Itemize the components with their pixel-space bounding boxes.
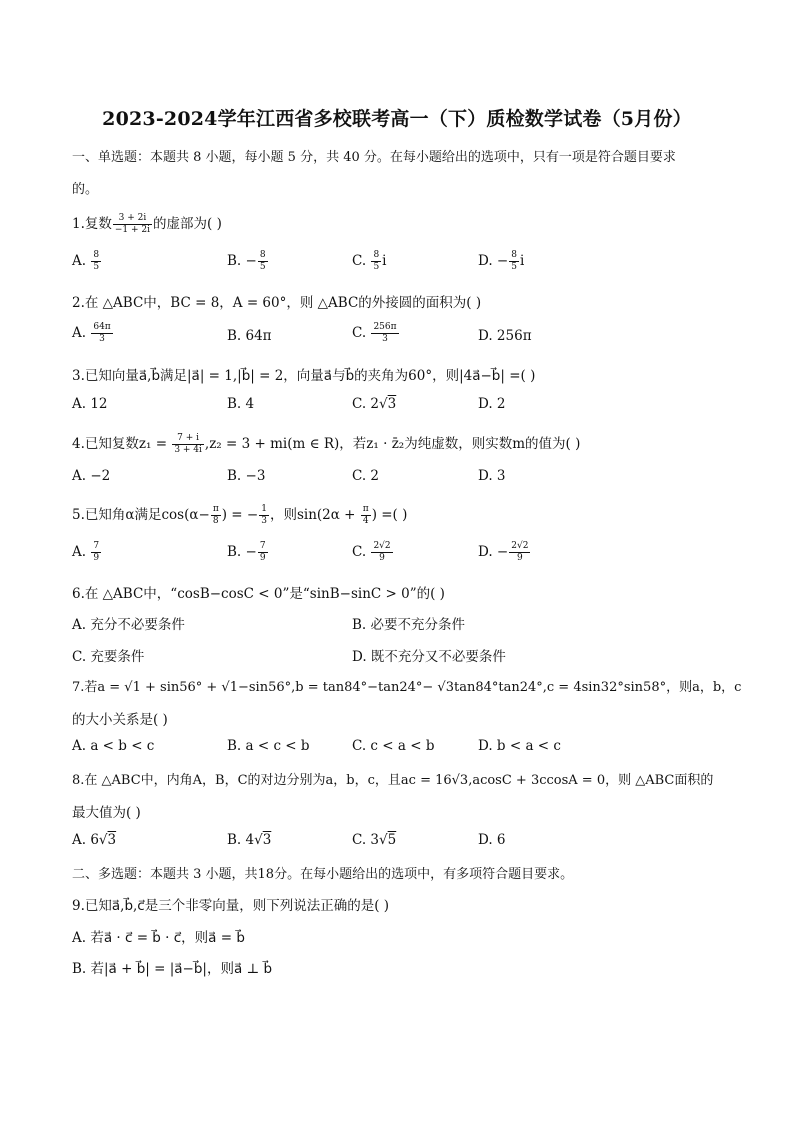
q5-f2-num: 1 [261, 504, 267, 514]
q2-c-frac [371, 322, 398, 345]
q5-b-frac [258, 541, 268, 564]
q5-frac-2 [259, 504, 269, 527]
q1-option-c [352, 250, 387, 273]
q1-c-den: 5 [373, 262, 380, 272]
q3-c-radicand: 3 [387, 396, 397, 412]
q5-f1-num: π [212, 504, 219, 514]
q3-c-pre: C. 2√ [352, 396, 388, 412]
q2-option-d: D. 256π [478, 328, 532, 344]
q5-a-label: A. [72, 544, 91, 560]
question-7: 7.若a = √1 + sin56° + √1−sin56°,b = tan84°−tan24°− √3tan84°tan24°,c = 4sin32°sin58°，则a，b，c [72, 680, 742, 695]
q5-d-num: 2√2 [511, 541, 529, 551]
q1-b-den: 5 [259, 262, 266, 272]
question-1 [72, 212, 222, 236]
q1-d-den: 5 [511, 262, 517, 272]
q1-d-post: i [519, 253, 525, 269]
q5-c-num: 2√2 [373, 541, 391, 551]
q8-option-d: D. 6 [478, 832, 506, 848]
q5-mid: ) = − [221, 507, 259, 523]
question-5 [72, 503, 407, 527]
q3-option-a: A. 12 [72, 396, 108, 412]
question-4 [72, 432, 580, 456]
q6-option-c: C. 充要条件 [72, 649, 145, 665]
q3-option-b: B. 4 [227, 396, 255, 412]
q8-b-radicand: 3 [262, 832, 272, 848]
q9-option-b: B. 若|a⃗ + b⃗| = |a⃗−b⃗|，则a⃗ ⊥ b⃗ [72, 961, 273, 977]
q3-option-c [352, 396, 396, 412]
q1-a-num: 8 [93, 250, 100, 260]
q8-b-pre: B. 4√ [227, 832, 263, 848]
section1-heading: 一、单选题：本题共 8 小题，每小题 5 分，共 40 分。在每小题给出的选项中，只有一项是符合题目要求 [72, 150, 676, 165]
q4-post: ,z₂ = 3 + mi(m ∈ R)，若z₁ · z̄₂为纯虚数，则实数m的值为( ) [204, 436, 581, 452]
page-title: 2023-2024学年江西省多校联考高一（下）质检数学试卷（5月份） [102, 108, 692, 130]
q4-pre: 4.已知复数z₁ = [72, 436, 172, 452]
q5-a-frac [91, 541, 101, 564]
q5-d-frac [509, 541, 530, 564]
q1-numerator: 3 + 2i [113, 213, 152, 225]
q1-d-num: 8 [511, 250, 517, 260]
q3-option-d: D. 2 [478, 396, 506, 412]
question-9: 9.已知a⃗,b⃗,c⃗是三个非零向量，则下列说法正确的是( ) [72, 898, 390, 914]
q4-numerator: 7 + i [172, 433, 204, 445]
q2-c-num: 256π [373, 322, 397, 332]
q4-option-b: B. −3 [227, 468, 266, 484]
q4-fraction [172, 433, 204, 456]
q5-f1-den: 8 [212, 516, 219, 526]
q5-option-d [478, 541, 531, 564]
q8-option-a [72, 832, 116, 848]
question-3: 3.已知向量a⃗,b⃗满足|a⃗| = 1,|b⃗| = 2，向量a⃗与b⃗的夹角为60°，则|4a⃗−b⃗| =( ) [72, 368, 536, 384]
q8-a-pre: A. 6√ [72, 832, 108, 848]
section1-heading-cont: 的。 [72, 182, 99, 197]
q5-d-den: 9 [516, 553, 523, 563]
q8-option-c [352, 832, 396, 848]
q2-a-den: 3 [99, 334, 105, 344]
q1-option-b [227, 250, 269, 273]
q5-f2-den: 3 [261, 516, 267, 526]
q1-fraction [113, 213, 152, 236]
q1-c-frac [371, 250, 381, 273]
q1-a-den: 5 [93, 262, 100, 272]
q5-b-label: B. − [227, 544, 257, 560]
q5-b-num: 7 [259, 541, 266, 551]
q5-a-num: 7 [93, 541, 100, 551]
q8-c-pre: C. 3√ [352, 832, 388, 848]
q4-option-d: D. 3 [478, 468, 506, 484]
q5-d-label: D. − [478, 544, 509, 560]
q5-mid2: ，则sin(2α + [269, 507, 360, 523]
question-6: 6.在 △ABC中，“cosB−cosC < 0”是“sinB−sinC > 0”的( ) [72, 586, 445, 602]
q2-a-frac [91, 322, 112, 345]
q5-option-b [227, 541, 269, 564]
q4-option-a: A. −2 [72, 468, 111, 484]
q8-option-b [227, 832, 271, 848]
q5-f3-den: 4 [362, 516, 369, 526]
q1-option-d [478, 250, 524, 273]
q1-c-label: C. [352, 253, 371, 269]
q1-a-label: A. [72, 253, 91, 269]
q5-f3-num: π [362, 504, 369, 514]
q1-post: 的虚部为( ) [153, 216, 222, 232]
q2-option-a [72, 322, 114, 345]
q1-c-post: i [382, 253, 387, 269]
q7-option-b: B. a < c < b [227, 738, 310, 754]
q1-b-frac [258, 250, 268, 273]
q1-a-frac [91, 250, 101, 273]
q1-d-label: D. − [478, 253, 509, 269]
q6-option-b: B. 必要不充分条件 [352, 617, 466, 633]
q5-c-frac [371, 541, 392, 564]
question-8: 8.在 △ABC中，内角A，B，C的对边分别为a，b，c，且ac = 16√3,acosC + 3ccosA = 0，则 △ABC面积的 [72, 773, 714, 788]
q5-c-label: C. [352, 544, 371, 560]
q6-option-a: A. 充分不必要条件 [72, 617, 185, 633]
q5-c-den: 9 [379, 553, 385, 563]
question-2: 2.在 △ABC中，BC = 8，A = 60°，则 △ABC的外接圆的面积为( ) [72, 295, 482, 311]
q2-a-num: 64π [93, 322, 111, 332]
q5-b-den: 9 [259, 553, 266, 563]
q4-option-c: C. 2 [352, 468, 380, 484]
q1-d-frac [509, 250, 519, 273]
q2-option-c [352, 322, 400, 345]
section2-heading: 二、多选题：本题共 3 小题，共18分。在每小题给出的选项中，有多项符合题目要求。 [72, 867, 574, 882]
q2-a-label: A. [72, 325, 91, 341]
q5-frac-1 [211, 504, 221, 527]
q1-denominator: −1 + 2i [114, 225, 151, 235]
q6-option-d: D. 既不充分又不必要条件 [352, 649, 506, 665]
q4-denominator: 3 + 4i [174, 445, 202, 455]
question-7-cont: 的大小关系是( ) [72, 712, 168, 728]
q5-pre: 5.已知角α满足cos(α− [72, 507, 210, 523]
q5-option-c [352, 541, 394, 564]
q7-option-a: A. a < b < c [72, 738, 155, 754]
q1-c-num: 8 [373, 250, 380, 260]
q5-option-a [72, 541, 102, 564]
q2-option-b: B. 64π [227, 328, 272, 344]
q1-b-num: 8 [259, 250, 266, 260]
q8-a-radicand: 3 [107, 832, 117, 848]
q9-option-a: A. 若a⃗ · c⃗ = b⃗ · c⃗，则a⃗ = b⃗ [72, 930, 245, 946]
q1-option-a [72, 250, 102, 273]
q7-option-c: C. c < a < b [352, 738, 435, 754]
q1-pre: 1.复数 [72, 216, 112, 232]
q1-b-label: B. − [227, 253, 257, 269]
q2-c-den: 3 [382, 334, 388, 344]
question-8-cont: 最大值为( ) [72, 805, 141, 821]
q7-option-d: D. b < a < c [478, 738, 561, 754]
q8-c-radicand: 5 [387, 832, 397, 848]
q5-post: ) =( ) [371, 507, 408, 523]
q5-a-den: 9 [93, 553, 100, 563]
q5-frac-3 [361, 504, 371, 527]
q2-c-label: C. [352, 325, 371, 341]
